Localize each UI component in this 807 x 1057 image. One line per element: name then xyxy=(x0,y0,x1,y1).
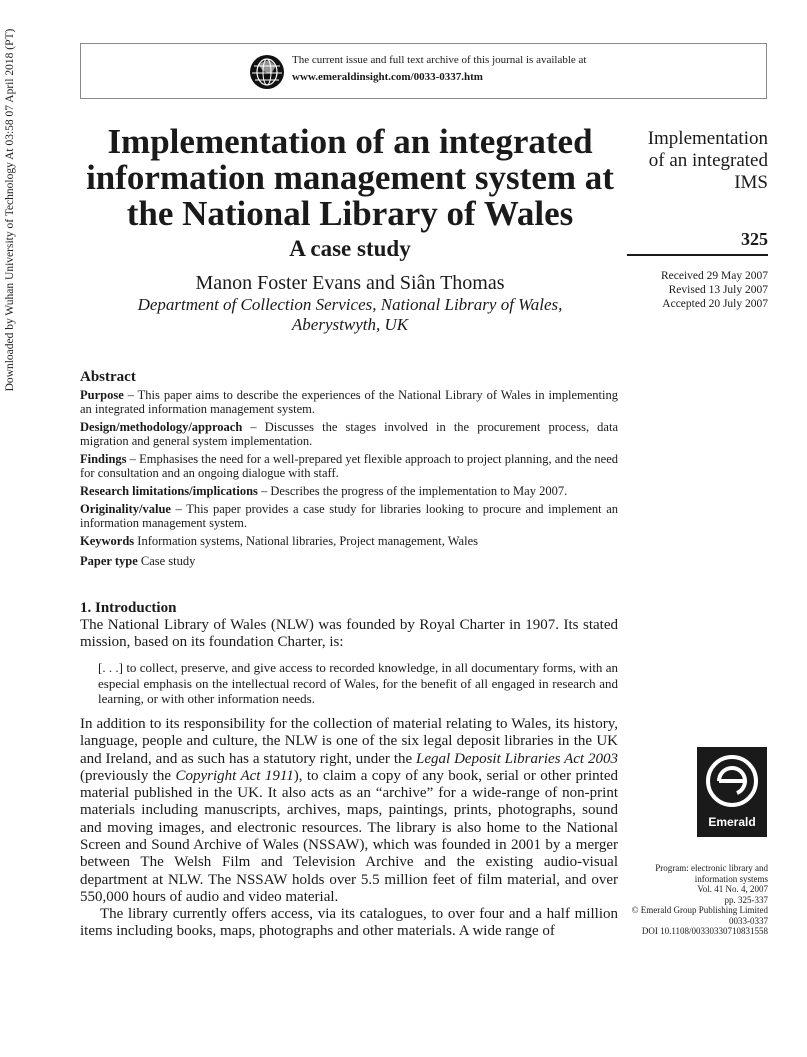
abstract-originality: Originality/value – This paper provides a case study for libraries looking to procure and implement an information management system. xyxy=(80,502,618,530)
emerald-swirl-icon xyxy=(697,747,767,817)
mission-quote: [. . .] to collect, preserve, and give access to recorded knowledge, in all documentary forms, with an especial emphasis on the intellectual record of Wales, for the benefit of all engaged in research and learning, or with other information needs. xyxy=(98,660,618,706)
citation-line: DOI 10.1108/00330330710831558 xyxy=(641,926,768,936)
citation-line: information systems xyxy=(694,873,768,884)
download-watermark: Downloaded by Wuhan University of Technology At 03:58 07 April 2018 (PT) xyxy=(4,28,16,392)
citation-line: 0033-0337 xyxy=(729,915,768,926)
archive-availability-text: The current issue and full text archive of this journal is available at xyxy=(292,54,587,66)
running-head-line: IMS xyxy=(734,172,768,193)
globe-icon xyxy=(249,54,285,90)
emerald-logo-label: Emerald xyxy=(708,815,756,829)
citation-line: Program: electronic library and xyxy=(655,863,768,873)
abstract-body xyxy=(80,388,618,572)
abstract-limitations: Research limitations/implications – Describes the progress of the implementation to May 2007. xyxy=(80,484,568,498)
divider xyxy=(627,254,768,256)
citation-line: © Emerald Group Publishing Limited xyxy=(631,905,768,915)
accepted-date: Accepted 20 July 2007 xyxy=(662,298,768,310)
abstract-design: Design/methodology/approach – Discusses the stages involved in the procurement process, data migration and general system implementation. xyxy=(80,420,618,448)
journal-access-box xyxy=(80,43,767,99)
abstract-heading: Abstract xyxy=(80,369,136,385)
article-subtitle: A case study xyxy=(289,236,411,261)
author-affiliation xyxy=(80,295,620,335)
article-authors: Manon Foster Evans and Siân Thomas xyxy=(195,272,505,294)
affiliation-line: Aberystwyth, UK xyxy=(291,315,409,334)
abstract-paper-type: Paper type Case study xyxy=(80,554,196,568)
intro-paragraph: The National Library of Wales (NLW) was founded by Royal Charter in 1907. Its stated mission, based on its foundation Charter, is: xyxy=(80,617,618,651)
journal-citation xyxy=(615,863,768,937)
article-title: Implementation of an integrated information management system at the National Library of Wales xyxy=(86,122,614,233)
citation-line: pp. 325-337 xyxy=(724,894,768,905)
revised-date: Revised 13 July 2007 xyxy=(668,284,768,296)
journal-url-link[interactable]: www.emeraldinsight.com/0033-0337.htm xyxy=(292,71,483,83)
abstract-findings: Findings – Emphasises the need for a well-prepared yet flexible approach to project planning, and the need for consultation and an ongoing dialogue with staff. xyxy=(80,452,618,480)
abstract-keywords: Keywords Information systems, National libraries, Project management, Wales xyxy=(80,534,478,548)
affiliation-line: Department of Collection Services, National Library of Wales, xyxy=(137,295,563,314)
abstract-purpose: Purpose – This paper aims to describe the experiences of the National Library of Wales in implementing an integrated information management system. xyxy=(80,388,618,416)
running-head xyxy=(627,128,768,194)
page-number: 325 xyxy=(741,229,768,249)
emerald-logo xyxy=(697,747,767,837)
section-heading-introduction: 1. Introduction xyxy=(80,600,177,616)
intro-paragraph: The library currently offers access, via its catalogues, to over four and a half million items including books, maps, photographs and other materials. A wide range of xyxy=(80,906,618,940)
received-date: Received 29 May 2007 xyxy=(661,270,768,282)
running-head-line: of an integrated xyxy=(648,150,768,171)
citation-line: Vol. 41 No. 4, 2007 xyxy=(697,884,768,894)
running-head-line: Implementation xyxy=(647,128,768,149)
article-history xyxy=(627,269,768,311)
intro-paragraph: In addition to its responsibility for the collection of material relating to Wales, its history, language, people and culture, the NLW is one of the six legal deposit libraries in the UK and Ireland, and as such has a statutory right, under the Legal Deposit Libraries Act 2003 (previously the Copyright Act 1911), to claim a copy of any book, serial or other printed material published in the UK. It also acts as an “archive” for a wide-range of non-print materials including manuscripts, archives, maps, paintings, prints, photographs, sound and moving images, and electronic resources. The library is also home to the National Screen and Sound Archive of Wales (NSSAW), which was founded in 2001 by a merger between The Welsh Film and Television Archive and the existing audio-visual department at NLW. The NSSAW holds over 5.5 million feet of film material, and over 550,000 hours of audio and video material. xyxy=(80,716,618,905)
